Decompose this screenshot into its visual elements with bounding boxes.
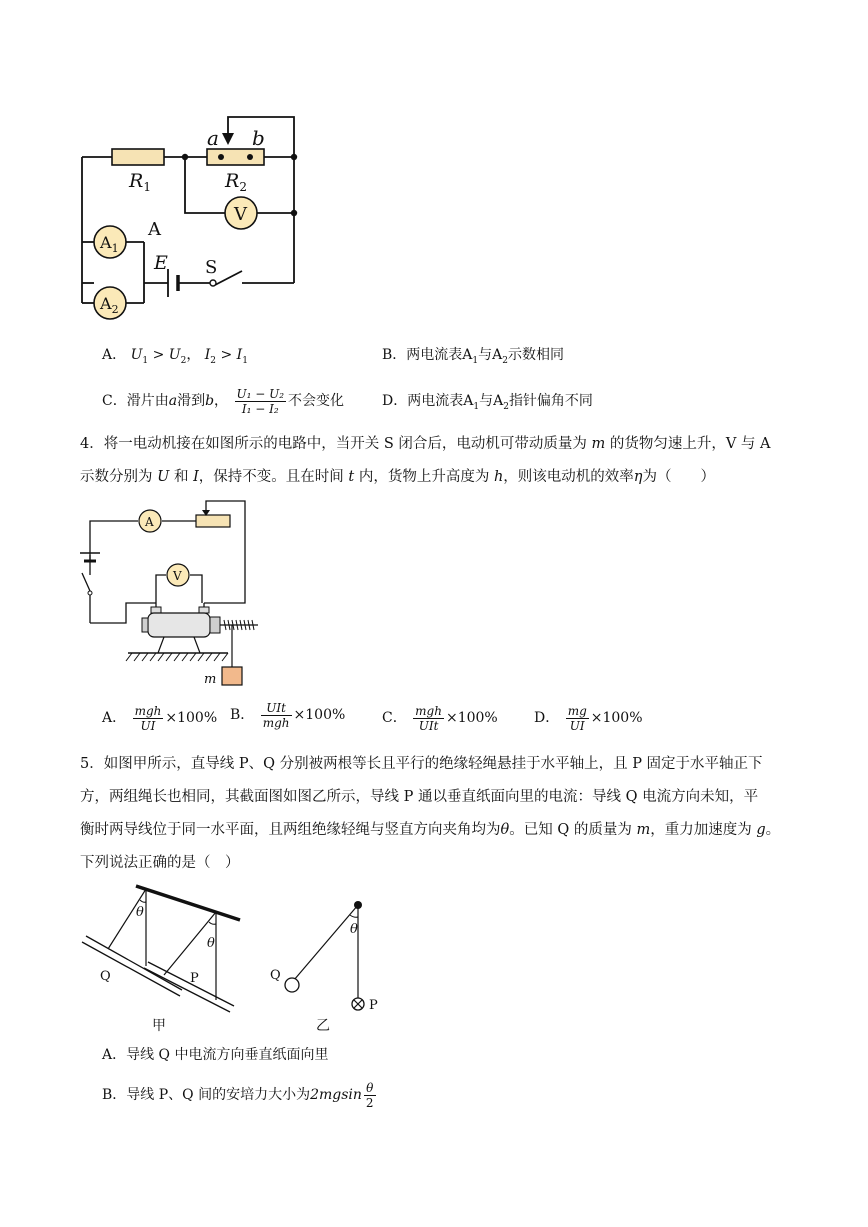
q4-option-a: A． $\frac{\text{mgh}}{UI}$ ×100% [102,703,218,733]
wire-suspension-figure [78,878,398,1038]
fig3-theta-1: θ [136,905,144,920]
q3-option-a: A． $U_1 > U_2$， $I_2 > I_1$ [102,347,248,366]
fig3-theta-2: θ [207,936,215,951]
q4-option-c: C． $\frac{\text{mgh}}{\text{UIt}}$ ×100% [382,703,498,733]
label-a-node: A [148,219,161,240]
cargo-mass [222,667,242,685]
q5-line-2: 方，两组绳长也相同，其截面图如图乙所示，导线 P 通以垂直纸面向里的电流：导线 Q 电流方向未知，平 [80,789,759,805]
label-e: E [154,252,168,274]
fig3-label-jia: 甲 [152,1018,166,1034]
label-s: S [205,257,218,278]
fig2-label-a: A [145,515,154,529]
q5-line-1: 5．如图甲所示，直导线 P、Q 分别被两根等长且平行的绝缘轻绳悬挂于水平轴上，且 P 固定于水平轴正下 [80,756,763,772]
fig3-label-p2: P [369,998,378,1013]
rheostat [196,515,230,527]
pivot-point [354,901,362,909]
fig3-theta-3: θ [350,922,358,937]
q4-line-1: 4．将一电动机接在如图所示的电路中，当开关 S 闭合后，电动机可带动质量为 m 的货物匀速上升，V 与 A [80,436,771,452]
label-a2: $A_2$ [100,294,119,316]
label-b: b [252,126,265,150]
resistor-r1 [112,149,164,165]
fig2-label-v: V [173,569,182,583]
label-r1: $R_1$ [129,170,151,194]
motor-circuit-figure [78,495,288,695]
fig3-label-q2: Q [270,968,281,983]
fig3-label-q1: Q [100,969,111,984]
q4-line-2: 示数分别为 U 和 I，保持不变。且在时间 t 内，货物上升高度为 h，则该电动机的效率η为（ ） [80,469,715,485]
q3-option-b: B．两电流表$A_1$与$A_2$示数相同 [382,347,564,366]
q5-stem [80,748,790,880]
fig2-label-m: m [204,672,217,687]
label-a: a [207,126,219,150]
q3-option-d: D．两电流表$A_1$与$A_2$指针偏角不同 [382,393,593,412]
label-a1: $A_1$ [100,233,119,255]
wire-q-cross-section [285,978,299,992]
q4-option-d: D． $\frac{mg}{UI}$ ×100% [534,703,643,733]
q5-line-4: 下列说法正确的是（ ） [80,855,240,871]
circuit-figure-1 [70,105,320,325]
label-r2: $R_2$ [225,170,247,194]
wire-p-cross-section [352,998,364,1010]
q5-option-a: A．导线 Q 中电流方向垂直纸面向里 [102,1047,329,1063]
q4-option-b: B． $\frac{\text{UIt}}{\text{mgh}}$ ×100% [230,700,346,730]
q3-c-fraction: $\frac{\text{U₁ − U₂}}{\text{I₁ − I₂}}$ [236,386,285,416]
q3-option-c: C．滑片由a滑到b， $\frac{\text{U₁ − U₂}}{\text{I₁ − I₂}}$ 不会变化 [102,386,345,416]
motor-icon [142,613,258,653]
q5-line-3: 衡时两导线位于同一水平面，且两组绝缘轻绳与竖直方向夹角均为θ。已知 Q 的质量为 m，重力加速度为 g。 [80,822,781,838]
q5-option-b: B．导线 P、Q 间的安培力大小为2mgsin $\frac{\theta}{2}$ [102,1080,374,1110]
resistor-r2 [207,149,264,165]
fig3-label-p1: P [190,971,199,986]
label-v: V [234,204,247,225]
fig3-label-yi: 乙 [316,1018,330,1034]
q4-stem [80,428,790,494]
